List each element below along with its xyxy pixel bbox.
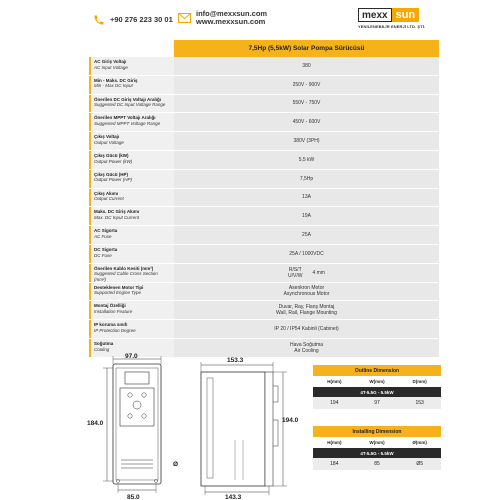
spec-row <box>89 207 439 226</box>
installing-col-h: H(mm) <box>327 440 342 445</box>
installing-col-d: Ø(mm) <box>412 440 427 445</box>
spec-row <box>89 226 439 245</box>
logo-mexx: mexx <box>358 8 392 22</box>
spec-value-text: 19A <box>302 213 311 220</box>
spec-label-tr: Maks. DC Giriş Akımı <box>94 209 140 215</box>
spec-label-en: Output Power (HP) <box>94 177 133 183</box>
spec-row <box>89 170 439 189</box>
installing-val-w: 85 <box>374 461 380 467</box>
spec-value <box>174 57 439 75</box>
installing-val-h: 184 <box>330 461 339 467</box>
email-web-contact[interactable] <box>178 10 267 26</box>
spec-label-en: IP Protection Degree <box>94 327 136 333</box>
spec-label <box>89 57 174 75</box>
spec-label <box>89 189 174 207</box>
spec-row <box>89 57 439 76</box>
spec-label-tr: Önerilen MPPT Voltajı Aralığı <box>94 115 156 121</box>
spec-value-text: 25A / 1000VDC <box>289 250 324 257</box>
spec-value <box>174 245 439 263</box>
spec-label-tr: AC Sigorta <box>94 228 118 234</box>
outline-val-w: 97 <box>374 400 380 406</box>
spec-title: 7,5Hp (5,5kW) Solar Pompa Sürücüsü <box>174 40 439 57</box>
spec-label <box>89 132 174 150</box>
mail-icon <box>178 12 191 25</box>
spec-label-tr: IP koruma sınıfı <box>94 322 128 328</box>
side-height: 194.0 <box>282 417 299 424</box>
installing-dimension-table <box>313 426 441 470</box>
spec-label-tr: Önerilen DC Giriş Voltajı Aralığı <box>94 96 162 102</box>
spec-value-line: U/V/W <box>288 272 303 279</box>
spec-value-text: 7,5Hp <box>299 175 314 182</box>
spec-label <box>89 245 174 263</box>
spec-value <box>174 320 439 338</box>
logo-subtitle: YENİLENEBİLİR ENERJİ LTD. ŞTİ. <box>358 24 426 29</box>
spec-value-size: 4 mm <box>312 269 325 276</box>
spec-label <box>89 264 174 282</box>
spec-label <box>89 207 174 225</box>
outline-values <box>313 397 441 409</box>
side-width-bottom: 143.3 <box>225 494 242 500</box>
spec-value-text: 250V - 900V <box>292 81 321 88</box>
spec-value-line: Duvar, Ray, Flanş Montaj <box>278 304 335 311</box>
spec-label <box>89 76 174 94</box>
spec-label-en: Min - Max DC Input <box>94 83 133 89</box>
outline-columns <box>313 376 441 387</box>
spec-label <box>89 301 174 319</box>
spec-label <box>89 151 174 169</box>
spec-value <box>174 207 439 225</box>
front-width-bottom: 85.0 <box>127 494 140 500</box>
spec-value-line: Air Cooling <box>294 347 319 354</box>
hole-symbol: Ø <box>173 461 179 468</box>
spec-label-tr: Soğutma <box>94 340 114 346</box>
outline-col-w: W(mm) <box>369 379 385 384</box>
spec-row <box>89 245 439 264</box>
dimension-drawings <box>85 350 305 500</box>
spec-label-en: AC Input Voltage <box>94 64 128 70</box>
outline-title: Outline Dimension <box>313 365 441 376</box>
spec-label-en: Output Power (kW) <box>94 158 133 164</box>
installing-val-d: Ø5 <box>416 461 424 467</box>
spec-label <box>89 95 174 113</box>
spec-label-en: Suggested Cable Cross Section (mm²) <box>94 271 158 282</box>
spec-value <box>174 95 439 113</box>
spec-label-tr: Desteklenen Motor Tipi <box>94 284 144 290</box>
spec-label-tr: Çıkış Gücü (HP) <box>94 171 129 177</box>
spec-value <box>174 226 439 244</box>
spec-value-text: 13A <box>302 194 311 201</box>
spec-row <box>89 95 439 114</box>
outline-col-h: H(mm) <box>327 379 342 384</box>
spec-label-en: Output Voltage <box>94 139 124 145</box>
spec-label <box>89 226 174 244</box>
spec-row <box>89 76 439 95</box>
installing-columns <box>313 437 441 448</box>
spec-value-text: 5,5 kW <box>298 156 315 163</box>
phone-number: +90 276 223 30 01 <box>110 14 173 24</box>
spec-row <box>89 189 439 208</box>
spec-row <box>89 113 439 132</box>
outline-val-h: 194 <box>330 400 339 406</box>
website-url: www.mexxsun.com <box>196 17 266 26</box>
spec-value <box>174 76 439 94</box>
spec-value-text: 550V - 750V <box>292 100 321 107</box>
spec-value-line: Asenkron Motor <box>288 285 325 292</box>
spec-rows <box>89 57 439 358</box>
spec-label-en: DC Fuse <box>94 252 112 258</box>
spec-value-text: IP 20 / IP54 Kabinli (Cabinet) <box>274 326 339 333</box>
side-view-drawing <box>201 362 287 495</box>
spec-label <box>89 113 174 131</box>
phone-contact[interactable] <box>92 13 173 26</box>
spec-value <box>174 283 439 301</box>
spec-value-text: 450V - 600V <box>292 119 321 126</box>
spec-label <box>89 283 174 301</box>
outline-col-d: D(mm) <box>412 379 427 384</box>
spec-value <box>174 264 439 282</box>
spec-value-text: 25A <box>302 232 311 239</box>
installing-values <box>313 458 441 470</box>
front-height: 184.0 <box>87 420 104 427</box>
spec-label-en: AC Fuse <box>94 233 112 239</box>
spec-label-tr: DC Sigorta <box>94 246 118 252</box>
spec-value-line: Hava Soğutma <box>289 341 324 348</box>
spec-label-en: Suggested MPPT Voltage Range <box>94 120 161 126</box>
spec-value <box>174 151 439 169</box>
spec-value <box>174 132 439 150</box>
spec-value <box>174 189 439 207</box>
installing-col-w: W(mm) <box>369 440 385 445</box>
spec-label-en: Suggested DC Input Voltage Range <box>94 102 166 108</box>
spec-value <box>174 301 439 319</box>
spec-label-tr: Çıkış Gücü (kW) <box>94 152 129 158</box>
outline-val-d: 153 <box>415 400 424 406</box>
spec-label-tr: Çıkış Voltajı <box>94 134 120 140</box>
front-width-top: 97.0 <box>125 353 138 360</box>
phone-icon <box>92 13 105 26</box>
front-view-drawing <box>103 356 161 493</box>
spec-value-line: R/S/T <box>288 266 302 273</box>
email-address: info@mexxsun.com <box>196 9 268 18</box>
spec-label-tr: Montaj Özelliği <box>94 303 126 309</box>
spec-value <box>174 113 439 131</box>
outline-model: 4T-5.5G - 5.5kW <box>313 387 441 397</box>
company-logo <box>358 8 438 34</box>
spec-row <box>89 301 439 320</box>
spec-value <box>174 170 439 188</box>
spec-row <box>89 283 439 302</box>
page-header <box>0 0 500 40</box>
spec-label-tr: AC Giriş Voltajı <box>94 59 127 64</box>
spec-value-text: 380 <box>302 62 311 69</box>
installing-model: 4T-5.5G - 5.5kW <box>313 448 441 458</box>
spec-label-tr: Çıkış Akımı <box>94 190 119 196</box>
spec-row <box>89 132 439 151</box>
spec-value-text: 380V (3PH) <box>293 138 320 145</box>
spec-label-en: Supported Engine Type <box>94 290 141 296</box>
spec-label <box>89 320 174 338</box>
spec-label-tr: Min - Maks. DC Giriş <box>94 77 138 83</box>
spec-label-en: Max. DC Input Current <box>94 214 140 220</box>
spec-label <box>89 170 174 188</box>
spec-label-tr: Önerilen Kablo Kesiti (mm²) <box>94 265 154 271</box>
spec-label-en: Installation Feature <box>94 308 133 314</box>
side-width-top: 153.3 <box>227 357 244 364</box>
spec-label-en: Cooling <box>94 346 110 352</box>
spec-row <box>89 320 439 339</box>
spec-row <box>89 151 439 170</box>
logo-sun: sun <box>392 8 420 22</box>
spec-value-line: Wall, Rail, Flange Mounting <box>276 310 337 317</box>
outline-dimension-table <box>313 365 441 409</box>
spec-row <box>89 264 439 283</box>
spec-value-line: Asynchronous Motor <box>283 291 330 298</box>
installing-title: Installing Dimension <box>313 426 441 437</box>
spec-label-en: Output Current <box>94 196 124 202</box>
